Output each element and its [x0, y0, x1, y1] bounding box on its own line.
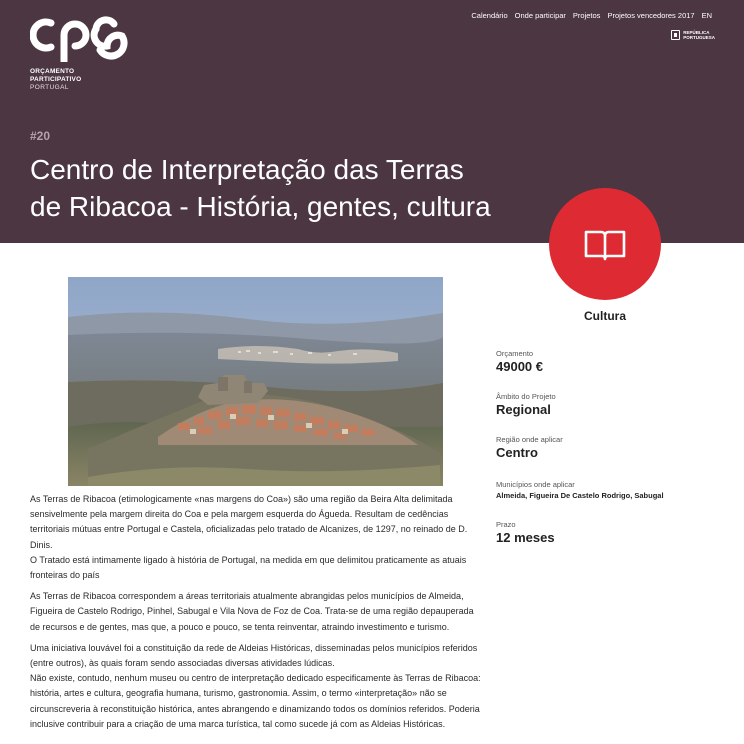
- region-block: [496, 435, 563, 460]
- description-paragraph: Não existe, contudo, nenhum museu ou centro de interpretação dedicado especificamente às Terras de Ribacoa: história, artes e cultura, geografia humana, turismo, gastronomia. Assim, o termo «interpretação» não se circunscreveria à reconstituição histórica, antes abrangendo e dinamizando todos os domínios referidos. Poderia inclusive contribuir para a criação de uma marca turística, tal como sucede já com as Aldeias Históricas.: [30, 673, 481, 729]
- budget-block: [496, 349, 543, 374]
- project-number: #20: [30, 129, 51, 143]
- category-label: Cultura: [584, 309, 626, 323]
- budget-label: Orçamento: [496, 349, 534, 358]
- logo-line-3: PORTUGAL: [30, 84, 69, 91]
- top-navigation: [471, 11, 712, 20]
- project-description: [30, 492, 486, 738]
- nav-item-projetos-vencedores[interactable]: Projetos vencedores 2017: [607, 11, 695, 20]
- municipalities-block: [496, 480, 664, 500]
- republica-text: [683, 30, 715, 40]
- logo-mark-icon: [30, 12, 130, 62]
- republica-portuguesa-logo[interactable]: [671, 30, 715, 40]
- budget-value: 49000 €: [496, 359, 543, 374]
- nav-item-language-en[interactable]: EN: [701, 11, 712, 20]
- region-label: Região onde aplicar: [496, 435, 563, 444]
- logo-line-2: PARTICIPATIVO: [30, 76, 82, 83]
- scope-value: Regional: [496, 402, 551, 417]
- category-badge: [549, 188, 661, 300]
- description-paragraph: As Terras de Ribacoa (etimologicamente «nas margens do Coa») são uma região da Beira Alta delimitada sensivelmente pela margem direita do Coa e pela margem esquerda do Águeda. Resultam de cedências territoriais mútuas entre Portugal e Castela, oficializadas pelo tratado de Alcanizes, de 1297, no reinado de D. Dinis.: [30, 494, 468, 550]
- deadline-block: [496, 520, 555, 545]
- municipalities-label: Municípios onde aplicar: [496, 480, 575, 489]
- nav-item-onde-participar[interactable]: Onde participar: [514, 11, 566, 20]
- logo-text: [30, 68, 81, 92]
- scope-block: [496, 392, 556, 417]
- page-title: Centro de Interpretação das Terras de Ribacoa - História, gentes, cultura: [30, 154, 491, 222]
- republica-line-1: REPÚBLICA: [683, 30, 710, 35]
- project-photo: [68, 277, 443, 486]
- open-book-icon: [583, 227, 627, 261]
- republica-emblem-icon: [671, 30, 680, 40]
- municipalities-value: Almeida, Figueira De Castelo Rodrigo, Sabugal: [496, 491, 664, 500]
- description-paragraph: As Terras de Ribacoa correspondem a áreas territoriais atualmente abrangidas pelos municípios de Almeida, Figueira de Castelo Rodrigo, Pinhel, Sabugal e Vila Nova de Foz de Coa. Trata-se de uma região depauperada de recursos e de gentes, mas que, a pouco e pouco, se tenta reinventar, atraindo investimento e turismo.: [30, 591, 474, 632]
- deadline-value: 12 meses: [496, 530, 555, 545]
- description-paragraph: Uma iniciativa louvável foi a constituição da rede de Aldeias Históricas, disseminadas pelos municípios referidos (entre outros), às quais foram sendo associadas diversas atividades lúdicas.: [30, 642, 478, 669]
- region-value: Centro: [496, 445, 538, 460]
- nav-item-projetos[interactable]: Projetos: [572, 11, 601, 20]
- republica-line-2: PORTUGUESA: [683, 35, 715, 40]
- nav-item-calendario[interactable]: Calendário: [471, 11, 508, 20]
- description-paragraph: O Tratado está intimamente ligado à história de Portugal, na medida em que delimitou praticamente as atuais fronteiras do país: [30, 554, 467, 581]
- logo-line-1: ORÇAMENTO: [30, 68, 75, 75]
- scope-label: Âmbito do Projeto: [496, 392, 556, 401]
- deadline-label: Prazo: [496, 520, 516, 529]
